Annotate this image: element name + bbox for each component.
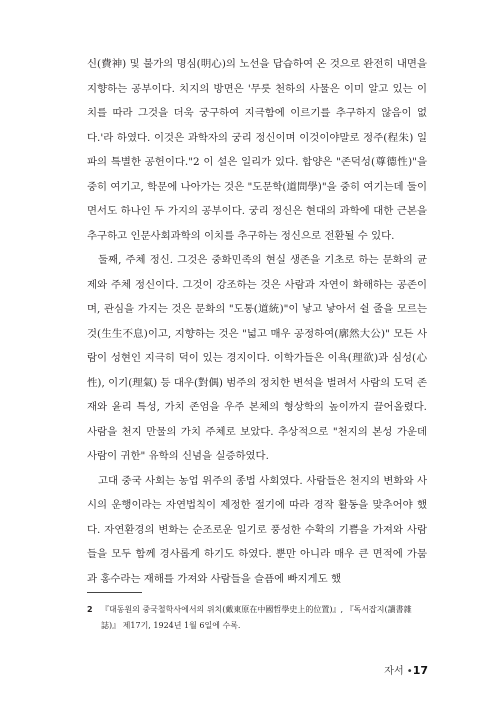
paragraph: 신(費神) 및 불가의 명심(明心)의 노선을 답습하여 온 것으로 완전히 내면을 지향하는 공부이다. 치지의 방면은 '무릇 천하의 사물은 이미 알고 있는 이치를 따라 그것을 더욱 궁구하여 지극함에 이르기를 추구하지 않음이 없다.'라 하였다. 이것은 과학자의 궁리 정신이며 이것이야말로 정주(程朱) 일파의 특별한 공헌이다."2 이 설은 일리가 있다. 합양은 "존덕성(尊德性)"을 중히 여기고, 학문에 나아가는 것은 "도문학(道問學)"을 중히 여기는데 둘이면서도 하나인 두 가지의 공부이다. 궁리 정신은 현대의 과학에 대한 근본을 추구하고 인문사회과학의 이치를 추구하는 정신으로 전환될 수 있다. bbox=[87, 58, 427, 242]
paragraph: 고대 중국 사회는 농업 위주의 종법 사회였다. 사람들은 천지의 변화와 사시의 운행이라는 자연법칙이 제정한 절기에 따라 경작 활동을 맞추어야 했다. 자연환경의 변화는 순조로운 일기로 풍성한 수확의 기쁨을 가져와 사람들을 모두 함께 경사롭게 하기도 하였다. 뿐만 아니라 매우 큰 면적에 가뭄과 홍수라는 재해를 가져와 사람들을 슬픔에 빠지게도 했 bbox=[87, 474, 427, 585]
footnote-text: 『대동원의 중국철학사에서의 위치(戴東原在中國哲學史上的位置)』, 『독서잡지(讀書雜誌)』 제17기, 1924년 1월 6일에 수록. bbox=[101, 605, 412, 630]
page-number: 17 bbox=[412, 664, 428, 677]
footnote-number: 2 bbox=[87, 605, 93, 614]
section-label: 자서 • bbox=[384, 666, 413, 677]
footnote bbox=[87, 602, 427, 634]
main-text bbox=[87, 52, 427, 591]
paragraph: 둘째, 주체 정신. 그것은 중화민족의 현실 생존을 기초로 하는 문화의 균제와 주체 정신이다. 그것이 강조하는 것은 사람과 자연이 화해하는 공존이며, 관심을 가지는 것은 문화의 "도통(道統)"이 낳고 낳아서 쉴 줄을 모르는 것(生生不息)이고, 지향하는 것은 "넓고 매우 공정하여(廓然大公)" 모든 사람이 성현인 지극히 덕이 있는 경지이다. 이학가들은 이욕(理欲)과 심성(心性), 이기(理氣) 등 대우(對偶) 범주의 정치한 변석을 벌려서 사람의 도덕 존재와 윤리 특성, 가치 존엄을 우주 본체의 형상학의 높이까지 끌어올렸다. 사람을 천지 만물의 가치 주체로 보았다. 추상적으로 "천지의 본성 가운데 사람이 귀한" 유학의 신념을 실증하였다. bbox=[87, 254, 427, 462]
page-footer bbox=[384, 662, 428, 677]
footnote-divider bbox=[87, 592, 142, 593]
